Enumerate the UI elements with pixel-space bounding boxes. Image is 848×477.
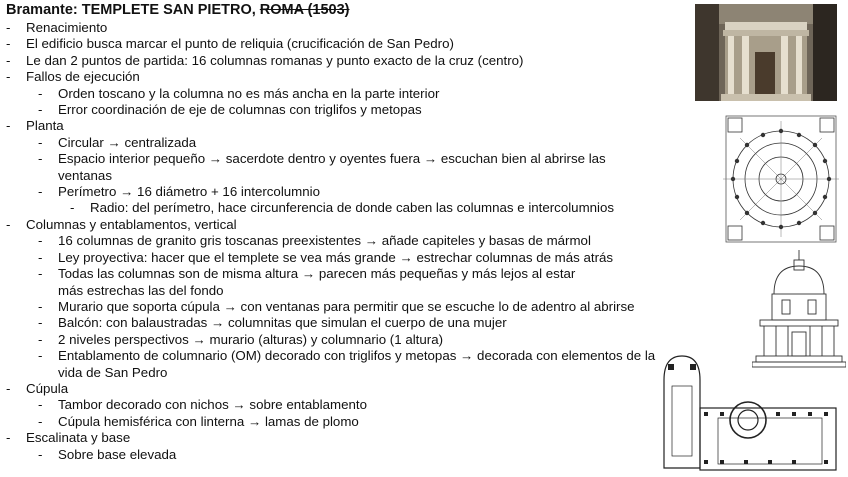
sub-bullet-item: - Error coordinación de eje de columnas con triglifos y metopas xyxy=(38,102,422,118)
bullet-item: - Renacimiento xyxy=(6,20,108,35)
sub-bullet-item: - Tambor decorado con nichos → sobre entablamento xyxy=(38,397,367,413)
page-title xyxy=(6,2,656,19)
sub-bullet-item: - 16 columnas de granito gris toscanas preexistentes → añade capiteles y basas de mármol xyxy=(38,233,591,249)
sub-bullet-item: - Murario que soporta cúpula → con ventanas para permitir que se escuche lo de adentro al abrirse xyxy=(38,298,635,314)
bullet-item: - Cúpula xyxy=(6,380,69,396)
sub-bullet-item: - Todas las columnas son de misma altura → parecen más pequeñas y más lejos al estar más estrechas las del fondo xyxy=(38,266,576,298)
plan-drawing xyxy=(722,108,840,246)
site-plan-drawing xyxy=(660,350,840,474)
sub-bullet-item: - Ley proyectiva: hacer que el templete se vea más grande → estrechar columnas de más atrás xyxy=(38,249,614,265)
sub-sub-bullet-item: - Radio: del perímetro, hace circunferencia de donde caben las columnas e intercolumnios xyxy=(70,200,615,216)
bullet-item: - Le dan 2 puntos de partida: 16 columnas romanas y punto exacto de la cruz (centro) xyxy=(6,52,524,68)
tempietto-photo xyxy=(695,4,837,101)
sub-bullet-item: - Cúpula hemisférica con linterna → lamas de plomo xyxy=(38,413,359,429)
bullet-item: - Planta xyxy=(6,118,64,134)
bullet-item: - Escalinata y base xyxy=(6,430,131,446)
sub-bullet-item: - Espacio interior pequeño → sacerdote dentro y oyentes fuera → escuchan bien al abrirse las ventanas xyxy=(38,151,606,183)
title-main: Bramante: TEMPLETE SAN PIETRO, xyxy=(6,2,260,18)
notes-body xyxy=(6,2,656,463)
sub-bullet-item: - Orden toscano y la columna no es más ancha en la parte interior xyxy=(38,85,440,101)
sub-bullet-item: - Circular → centralizada xyxy=(38,134,197,150)
bullet-item: - Fallos de ejecución xyxy=(6,69,140,85)
bullet-item: - Columnas y entablamentos, vertical xyxy=(6,216,237,232)
title-struck: ROMA (1503) xyxy=(259,2,350,18)
sub-bullet-item: - Perímetro → 16 diámetro + 16 intercolumnio xyxy=(38,184,320,200)
sub-bullet-item: - Balcón: con balaustradas → columnitas que simulan el cuerpo de una mujer xyxy=(38,315,507,331)
sub-bullet-item: - Entablamento de columnario (OM) decorado con triglifos y metopas → decorada con elementos de la vida de San Pedro xyxy=(38,348,656,380)
sub-bullet-item: - 2 niveles perspectivos → murario (alturas) y columnario (1 altura) xyxy=(38,331,444,347)
bullet-item: - El edificio busca marcar el punto de reliquia (crucificación de San Pedro) xyxy=(6,36,454,52)
sub-bullet-item: - Sobre base elevada xyxy=(38,446,177,462)
